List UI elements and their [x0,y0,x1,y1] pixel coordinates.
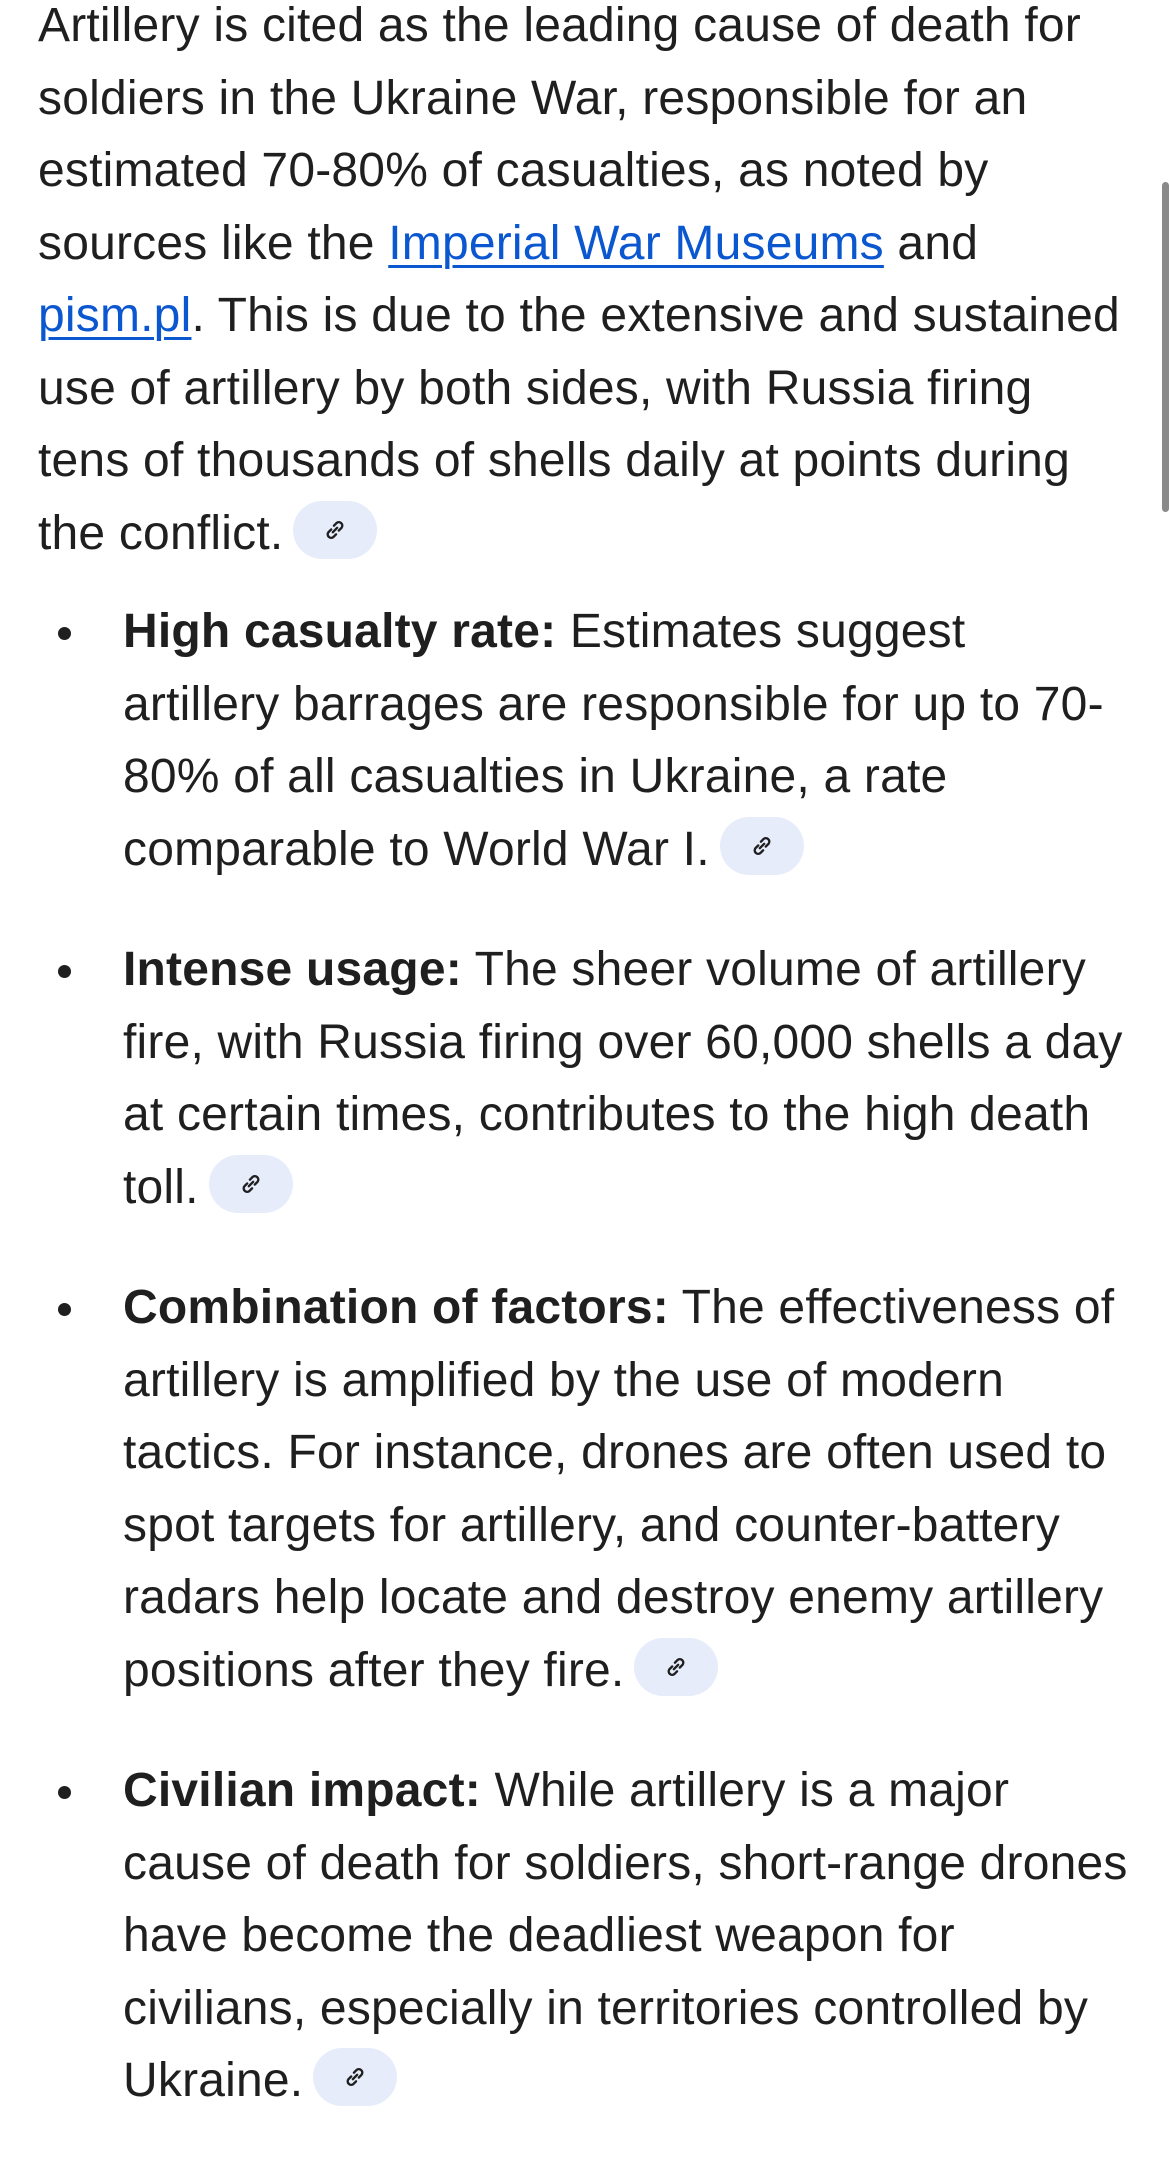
bullet [58,1786,71,1799]
point-title: Civilian impact: [123,1764,481,1817]
pism-link[interactable]: pism.pl [38,289,192,342]
link-icon [342,2064,368,2090]
source-chip[interactable] [634,1638,718,1696]
intro-paragraph [38,0,1128,570]
intro-text-and: and [883,216,979,270]
source-chip-intro[interactable] [293,501,377,559]
list-item [38,1272,1128,1707]
link-icon [749,833,775,859]
point-title: Combination of factors: [123,1281,669,1334]
point-title: Intense usage: [123,943,462,996]
link-icon [238,1171,264,1197]
bullet [58,627,71,640]
point-text: The sheer volume of artillery fire, with Russia firing over 60,000 shells a day at certain times, contributes to the high death toll. [123,943,1123,1214]
bullet [58,1303,71,1316]
point-text: Estimates suggest artillery barrages are responsible for up to 70-80% of all casualties in Ukraine, a rate comparable to World War I. [123,605,1104,876]
key-points-list [38,596,1128,2118]
link-icon [663,1654,689,1680]
imperial-war-museums-link[interactable]: Imperial War Museums [388,216,884,270]
source-chip[interactable] [209,1155,293,1213]
point-title: High casualty rate: [123,605,557,658]
point-text: While artillery is a major cause of death for soldiers, short-range drones have become the deadliest weapon for civilians, especially in territories controlled by Ukraine. [123,1764,1128,2107]
answer-content [38,0,1128,2166]
scrollbar-thumb[interactable] [1162,182,1169,512]
list-item [38,1755,1128,2118]
source-chip[interactable] [313,2048,397,2106]
list-item [38,596,1128,886]
list-item [38,934,1128,1224]
source-chip[interactable] [720,817,804,875]
bullet [58,965,71,978]
point-text: The effectiveness of artillery is amplified by the use of modern tactics. For instance, drones are often used to spot targets for artillery, and counter-battery radars help locate and destroy enemy artillery positions after they fire. [123,1281,1115,1697]
link-icon [322,517,348,543]
intro-text-start: Artillery is cited as the leading cause of death for soldiers in the Ukraine War, responsible for an estimated 70-80% of casualties, as noted by sources like the [38,0,1081,270]
intro-text-end: . This is due to the extensive and sustained use of artillery by both sides, with Russia firing tens of thousands of shells daily at points during the conflict. [38,289,1120,560]
